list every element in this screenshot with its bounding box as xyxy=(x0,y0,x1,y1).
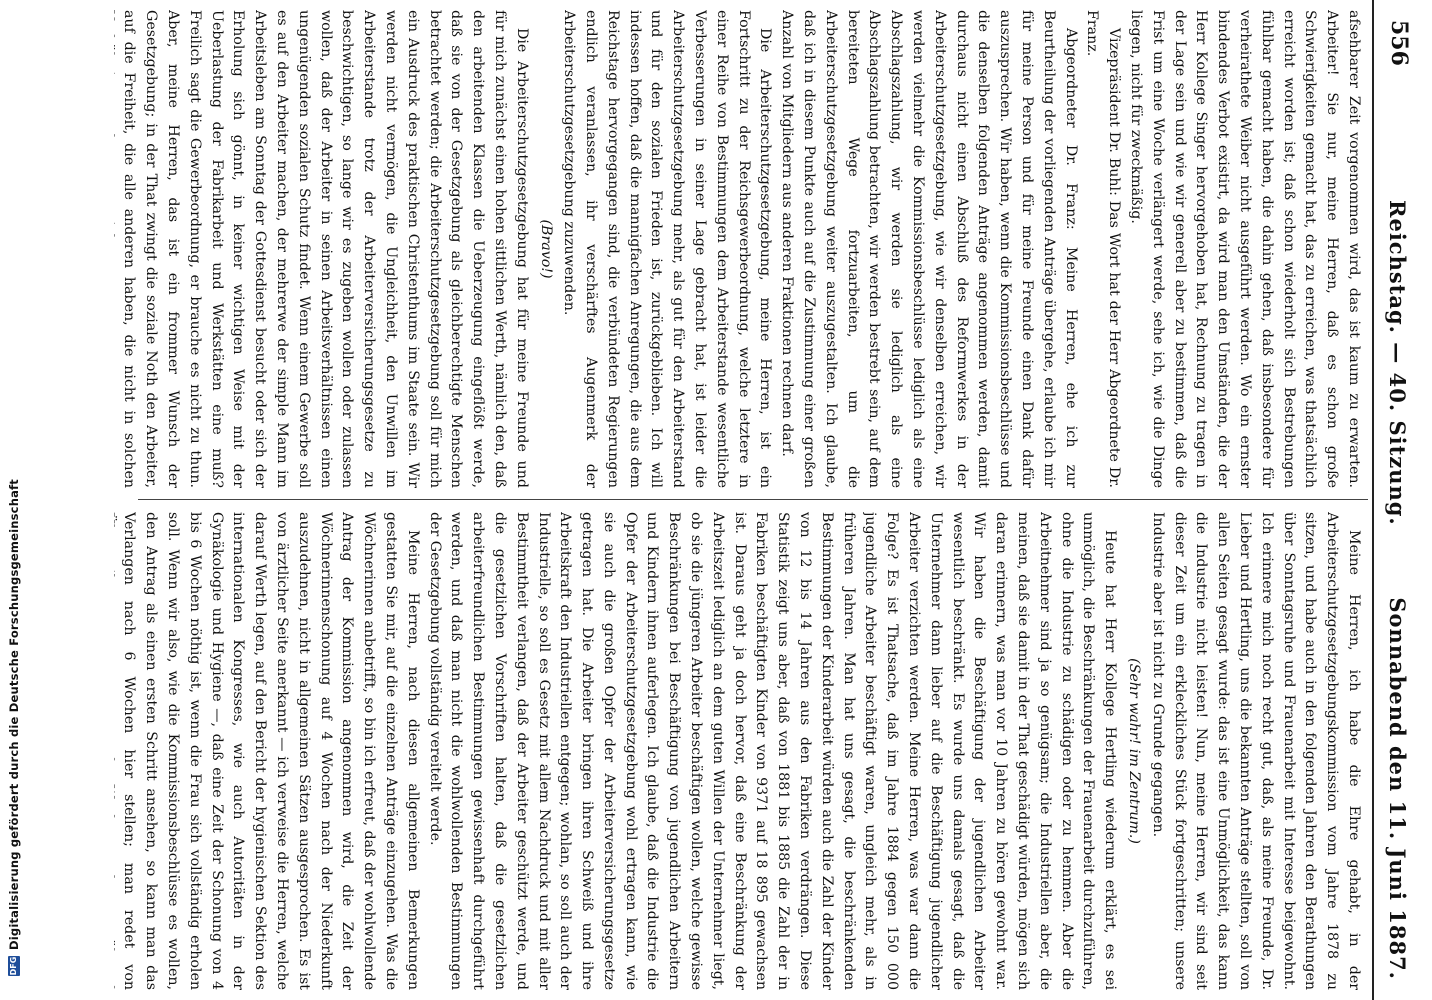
rotated-newspaper-page xyxy=(102,0,1432,1000)
paragraph: afsehbarer Zeit vorgenommen wird, das ist kaum zu erwarten. Arbeiter! Sie nur, meine Herren, daß es schon große Schwierigkeiten gemacht hat, das zu erreichen, was thatsächlich erreicht worden ist; daß schon wiederholt sich Bestrebungen fühlbar gemacht haben, die dahin gehen, daß insbesondere für verheirathete Weiber nicht ausgeführt werden. Wo ein ernster bindendes Verbot existirt, da wird man den Umständen, die der Herr Kollege Singer hervorgehoben hat, Rechnung zu tragen in der Lage sein und wie wir generell aber zu bestimmen, daß die Frist um eine Woche verlängert werde, sehe ich, wie die Dinge liegen, nicht für zweckmäßig. xyxy=(1128,10,1362,488)
header-date: Sonnabend den 11. Juni 1887. xyxy=(1385,597,1410,980)
remark: (Sehr wahr! im Zentrum.) xyxy=(1126,658,1143,844)
column-divider xyxy=(138,499,1368,500)
dfg-logo-icon: DFG xyxy=(9,956,18,976)
credit-text: Digitalisierung gefördert durch die Deutsche Forschungsgemeinschaft xyxy=(7,479,21,950)
right-text-column xyxy=(114,512,1364,990)
header-rule xyxy=(1372,0,1374,1000)
paragraph: Meine Herren, ich habe die Ehre gehabt, in der Arbeiterschutzgesetzgebungskommission vom Jahre 1878 zu sitzen, und habe auch in den folgenden Jahren den Berathungen über Sonntagsruhe und Frauenarbeit mit Interesse beigewohnt. Ich erinnere mich noch recht gut, daß, als meine Freunde, Dr. Lieber und Hertling, uns die bekannten Anträge stellten, soll von allen Seiten gesagt wurde: das ist eine Unmöglichkeit, das kann die Industrie nicht leisten! Nun, meine Herren, wir sind seit dieser Zeit um ein erkleckliches Stück fortgeschritten; unsere Industrie aber ist nicht zu Grunde gegangen. xyxy=(1149,512,1362,990)
remark: (Bravo!) xyxy=(537,219,554,279)
paragraph: Die Arbeiterschutzgesetzgebung hat für meine Freunde und für mich zunächst einen hohen sittlichen Werth, nämlich den, daß den arbeitenden Klassen die Ueberzeugung eingeflößt werde, daß sie von der Gesetzgebung als gleichberechtigte Menschen betrachtet werden; die Arbeiterschutzgesetzgebung soll für mich ein Ausdruck des praktischen Christenthums im Staate sein. Wir werden nicht vermögen, die Ungleichheit, den Unwillen im Arbeiterstande trotz der Arbeiterversicherungsgesetze zu beschwichtigen, so lange wir es zugeben wollen oder zulassen wollen, daß der Arbeiter in seinen Arbeitsverhältnissen einen ungenügenden sozialen Schutz findet. Wenn einem Gewerbe soll es auf den Arbeiter machen, der mehrerwe der simple Mann im Arbeitsleben am Sonntag der Gottesdienst besucht oder sich der Erholung sich gönnt, in keiner wichtigen Weise mit der Ueberlastung der Fabrikarbeit und Werkstätten eine muß? Freilich sagt die Gewerbeordnung, er brauche es nicht zu thun. Aber, meine Herren, das ist ein frommer Wunsch der Gesetzgebung; in der That zwingt die soziale Noth den Arbeiter, auf die Freiheit, die alle anderen haben, die nicht in solchen xyxy=(121,10,530,488)
paragraph: Vizepräsident Dr. Buhl: Das Wort hat der Herr Abgeordnete Dr. Franz. xyxy=(1084,10,1123,488)
paragraph: Die Arbeiterschutzgesetzgebung, meine Herren, ist ein Fortschritt zu der Reichsgewerbeordnung, welche letztere in einer Reihe von Bestimmungen dem Arbeiterstande wesentliche Verbesserungen in seiner Lage gebracht hat, ist leider die Arbeiterschutzgesetzgebung mehr, als gut für den Arbeiterstand und für den sozialen Frieden ist, zurückgeblieben. Ich will indessen hoffen, daß die mannigfachen Anregungen, die aus dem Reichstage hervorgegangen sind, die verbündeten Regierungen endlich veranlassen, ihr verschärftes Augenmerk der Arbeiterschutzgesetzgebung zuzuwenden. xyxy=(561,10,774,488)
paragraph: Heute hat Herr Kollege Hertling wiederum erklärt, es sei unmöglich, die Beschränkungen der Frauenarbeit durchzuführen, ohne die Industrie zu schädigen oder zu hemmen. Aber die Arbeitnehmer sind ja so genügsam; die Industriellen aber, die meinen, daß sie damit in der That geschädigt würden, mögen sich daran erinnern, was man vor 10 Jahren zu hören gewohnt war. Wir haben die Beschäftigung der jugendlichen Arbeiter wesentlich beschränkt. Es wurde uns damals gesagt, daß die Unternehmer dann lieber auf die Beschäftigung jugendlicher Arbeiter verzichten werden. Meine Herren, was war dann die Folge? Es ist Thatsache, daß im Jahre 1884 gegen 150 000 jugendliche Arbeiter beschäftigt waren, ungleich mehr, als in früheren Jahren. Man hat uns gesagt, die beschränkenden Bestimmungen der Kinderarbeit würden auch die Zahl der Kinder von 12 bis 14 Jahren aus den Fabriken verdrängen. Diese Statistik zeigt uns aber, daß von 1881 bis 1885 die Zahl der in Fabriken beschäftigten Kinder von 9371 auf 18 895 gewachsen ist. Daraus geht ja doch hervor, daß eine Beschränkung der Arbeitszeit lediglich an dem guten Willen der Unternehmer liegt, ob sie die jüngeren Arbeiter beschäftigen wollen, welche gewisse Beschränkungen bei Beschäftigung von jugendlichen Arbeitern und Kindern ihnen auferlegen. Ich glaube, daß die Industrie die Opfer der Arbeiterschutzgesetzgebung wohl ertragen kann, wie sie auch die großen Opfer der Arbeiterversicherungsgesetze getragen hat. Die Arbeiter bringen ihren Schweiß und ihre Arbeitskraft den Industriellen entgegen; wohlan, so soll auch der Industrielle, so soll es Gesetz mit allem Nachdruck und mit aller Bestimmtheit verlangen, daß der Arbeiter geschützt werde, und die gesetzlichen Vorschriften halten, daß die gesetzlichen arbeiterfreundlichen Bestimmungen gewissenhaft durchgeführt werden, und daß man nicht die wohlwollenden Bestimmungen der Gesetzgebung vollständig vereitelt werde. xyxy=(426,512,1119,990)
digitization-credit xyxy=(4,0,24,1000)
paragraph: Meine Herren, nach diesen allgemeinen Bemerkungen gestatten Sie mir, auf die einzelnen Anträge einzugehen. Was die Wöchnerinnen anbetrifft, so bin ich erfreut, daß der wohlwollende Antrag der Kommission angenommen wird, die Zeit der Wöchnerinnenschonung auf 4 Wochen nach der Niederkunft auszudehnen, nicht in allgemeinen Sätzen ausgesprochen. Es ist von ärztlicher Seite anerkannt — ich verweise die Herren, welche darauf Werth legen, auf den Bericht der hygienischen Sektion des internationalen Kongresses, wie auch Autoritäten in der Gynäkologie und Hygiene —, daß eine Zeit der Schonung von 4 bis 6 Wochen nöthig ist, wenn die Frau sich vollständig erholen soll. Wenn wir also, wie die Kommissionsbeschlüsse es wollen, den Antrag als einen ersten Schritt ansehen, so kann man das Verlangen nach 6 Wochen hier stellen; man redet von xyxy=(121,512,421,990)
paragraph: Abgeordneter Dr. Franz: Meine Herren, ehe ich zur Beurtheilung der vorliegenden Anträge übergehe, erlaube ich mir für meine Person und für meine Freunde einen Dank dafür auszusprechen. Wir haben, wenn die Kommissionsbeschlüsse und die denselben folgenden Anträge angenommen werden, damit durchaus nicht einen Abschluß des Reformwerkes in der Arbeiterschutzgesetzgebung, wie wir denselben erreichen, wir werden vielmehr die Kommissionsbeschlüsse lediglich als eine Abschlagszahlung, wir werden sie lediglich als eine Abschlagszahlung betrachten, wir werden bestrebt sein, auf dem bereiteten Wege fortzuarbeiten, um die Arbeiterschutzgesetzgebung weiter auszugestalten. Ich glaube, daß ich in diesem Punkte auch auf die Zustimmung einer großen Anzahl von Mitgliedern aus anderen Fraktionen rechnen darf. xyxy=(779,10,1079,488)
header-session-title: Reichstag. — 40. Sitzung. xyxy=(1385,200,1410,526)
left-text-column xyxy=(114,10,1364,488)
page-header xyxy=(1378,0,1418,1000)
page-number: 556 xyxy=(1386,20,1412,66)
